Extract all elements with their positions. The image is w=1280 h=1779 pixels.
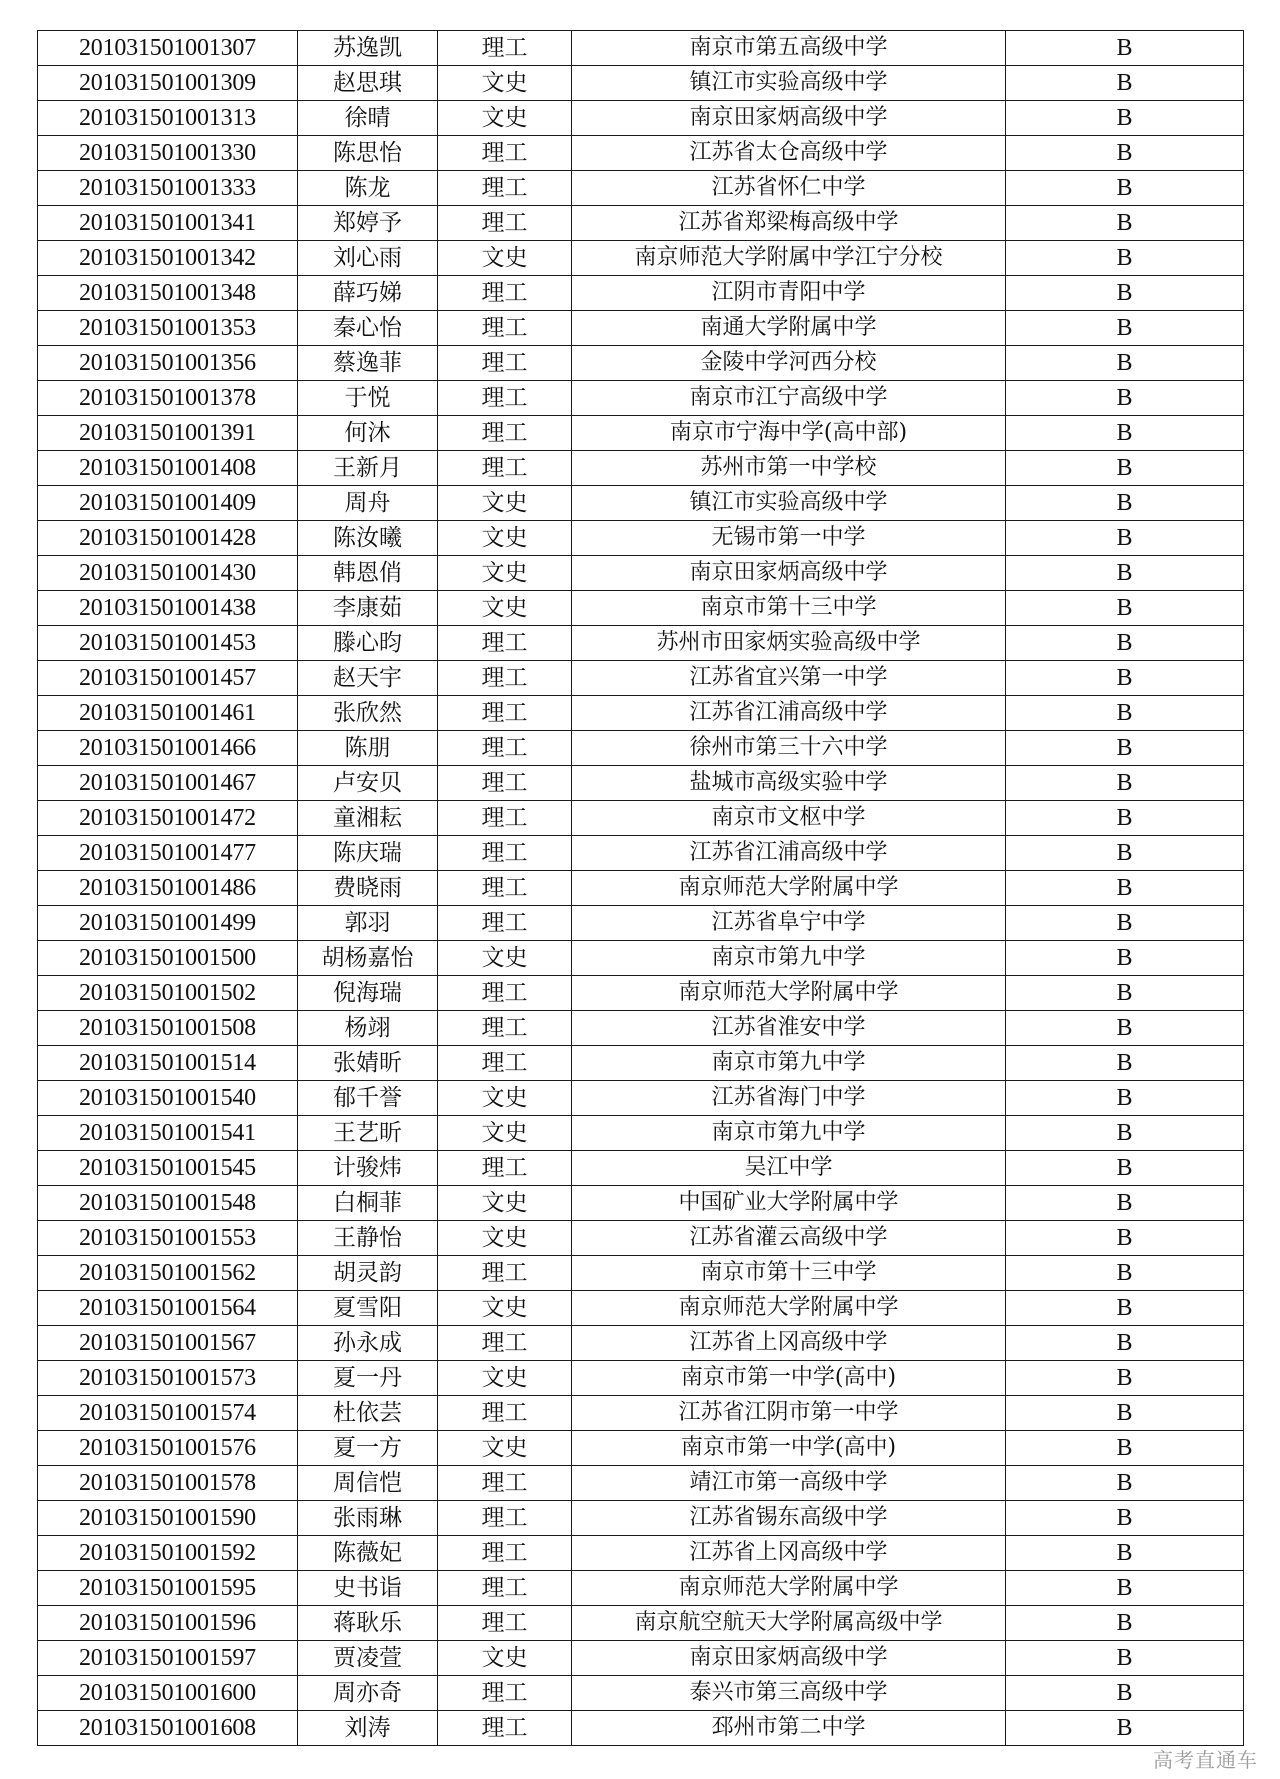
student-name-cell: 郁千誉: [298, 1081, 438, 1116]
school-cell: 徐州市第三十六中学: [572, 731, 1006, 766]
candidate-id-cell: 201031501001378: [38, 381, 298, 416]
student-name-cell: 孙永成: [298, 1326, 438, 1361]
track-cell: 文史: [438, 101, 572, 136]
grade-cell: B: [1006, 1571, 1244, 1606]
grade-cell: B: [1006, 1046, 1244, 1081]
track-cell: 理工: [438, 1046, 572, 1081]
grade-cell: B: [1006, 556, 1244, 591]
grade-cell: B: [1006, 1326, 1244, 1361]
school-cell: 南京市第九中学: [572, 1116, 1006, 1151]
candidate-id-cell: 201031501001595: [38, 1571, 298, 1606]
candidate-id-cell: 201031501001545: [38, 1151, 298, 1186]
table-row: [38, 66, 1244, 101]
candidate-id-cell: 201031501001486: [38, 871, 298, 906]
track-cell: 理工: [438, 1151, 572, 1186]
table-row: [38, 906, 1244, 941]
candidate-id-cell: 201031501001499: [38, 906, 298, 941]
track-cell: 理工: [438, 766, 572, 801]
grade-cell: B: [1006, 1466, 1244, 1501]
student-name-cell: 周舟: [298, 486, 438, 521]
grade-cell: B: [1006, 381, 1244, 416]
student-name-cell: 卢安贝: [298, 766, 438, 801]
school-cell: 江苏省阜宁中学: [572, 906, 1006, 941]
table-row: [38, 766, 1244, 801]
school-cell: 南京市第一中学(高中): [572, 1431, 1006, 1466]
candidate-id-cell: 201031501001466: [38, 731, 298, 766]
table-row: [38, 1676, 1244, 1711]
table-row: [38, 1046, 1244, 1081]
table-row: [38, 1256, 1244, 1291]
table-row: [38, 1431, 1244, 1466]
candidate-id-cell: 201031501001330: [38, 136, 298, 171]
track-cell: 理工: [438, 451, 572, 486]
grade-cell: B: [1006, 241, 1244, 276]
table-row: [38, 31, 1244, 66]
school-cell: 南京市第一中学(高中): [572, 1361, 1006, 1396]
track-cell: 理工: [438, 31, 572, 66]
track-cell: 理工: [438, 801, 572, 836]
roster-table-body: [38, 31, 1244, 1746]
grade-cell: B: [1006, 206, 1244, 241]
grade-cell: B: [1006, 1676, 1244, 1711]
track-cell: 理工: [438, 206, 572, 241]
school-cell: 南京市第九中学: [572, 1046, 1006, 1081]
table-row: [38, 136, 1244, 171]
candidate-id-cell: 201031501001461: [38, 696, 298, 731]
grade-cell: B: [1006, 626, 1244, 661]
grade-cell: B: [1006, 31, 1244, 66]
school-cell: 南京田家炳高级中学: [572, 556, 1006, 591]
grade-cell: B: [1006, 1361, 1244, 1396]
track-cell: 文史: [438, 1641, 572, 1676]
table-row: [38, 346, 1244, 381]
candidate-id-cell: 201031501001500: [38, 941, 298, 976]
school-cell: 南京市第九中学: [572, 941, 1006, 976]
school-cell: 南京师范大学附属中学江宁分校: [572, 241, 1006, 276]
candidate-id-cell: 201031501001477: [38, 836, 298, 871]
student-name-cell: 白桐菲: [298, 1186, 438, 1221]
track-cell: 理工: [438, 836, 572, 871]
table-row: [38, 696, 1244, 731]
table-row: [38, 1011, 1244, 1046]
student-name-cell: 夏一丹: [298, 1361, 438, 1396]
student-name-cell: 徐晴: [298, 101, 438, 136]
candidate-id-cell: 201031501001548: [38, 1186, 298, 1221]
grade-cell: B: [1006, 1396, 1244, 1431]
grade-cell: B: [1006, 1431, 1244, 1466]
track-cell: 理工: [438, 276, 572, 311]
student-name-cell: 刘涛: [298, 1711, 438, 1746]
candidate-id-cell: 201031501001342: [38, 241, 298, 276]
student-name-cell: 费晓雨: [298, 871, 438, 906]
student-name-cell: 赵天宇: [298, 661, 438, 696]
candidate-id-cell: 201031501001438: [38, 591, 298, 626]
table-row: [38, 311, 1244, 346]
school-cell: 南京市第十三中学: [572, 1256, 1006, 1291]
candidate-id-cell: 201031501001514: [38, 1046, 298, 1081]
table-row: [38, 381, 1244, 416]
track-cell: 文史: [438, 521, 572, 556]
table-row: [38, 1606, 1244, 1641]
candidate-id-cell: 201031501001592: [38, 1536, 298, 1571]
grade-cell: B: [1006, 696, 1244, 731]
table-row: [38, 1081, 1244, 1116]
student-name-cell: 蒋耿乐: [298, 1606, 438, 1641]
candidate-id-cell: 201031501001341: [38, 206, 298, 241]
track-cell: 文史: [438, 486, 572, 521]
track-cell: 文史: [438, 1221, 572, 1256]
student-name-cell: 胡灵韵: [298, 1256, 438, 1291]
grade-cell: B: [1006, 836, 1244, 871]
school-cell: 无锡市第一中学: [572, 521, 1006, 556]
student-name-cell: 苏逸凯: [298, 31, 438, 66]
watermark: 高考直通车: [1153, 1748, 1258, 1772]
school-cell: 江阴市青阳中学: [572, 276, 1006, 311]
grade-cell: B: [1006, 661, 1244, 696]
grade-cell: B: [1006, 731, 1244, 766]
candidate-id-cell: 201031501001564: [38, 1291, 298, 1326]
school-cell: 江苏省上冈高级中学: [572, 1536, 1006, 1571]
table-row: [38, 976, 1244, 1011]
track-cell: 理工: [438, 661, 572, 696]
student-name-cell: 陈思怡: [298, 136, 438, 171]
table-row: [38, 836, 1244, 871]
student-name-cell: 杜依芸: [298, 1396, 438, 1431]
table-row: [38, 486, 1244, 521]
grade-cell: B: [1006, 1151, 1244, 1186]
candidate-id-cell: 201031501001391: [38, 416, 298, 451]
candidate-id-cell: 201031501001309: [38, 66, 298, 101]
student-name-cell: 陈龙: [298, 171, 438, 206]
grade-cell: B: [1006, 136, 1244, 171]
grade-cell: B: [1006, 1536, 1244, 1571]
candidate-id-cell: 201031501001333: [38, 171, 298, 206]
track-cell: 理工: [438, 1711, 572, 1746]
grade-cell: B: [1006, 976, 1244, 1011]
grade-cell: B: [1006, 1116, 1244, 1151]
school-cell: 泰兴市第三高级中学: [572, 1676, 1006, 1711]
school-cell: 邳州市第二中学: [572, 1711, 1006, 1746]
student-name-cell: 郑婷予: [298, 206, 438, 241]
track-cell: 文史: [438, 556, 572, 591]
table-row: [38, 1711, 1244, 1746]
grade-cell: B: [1006, 1186, 1244, 1221]
candidate-id-cell: 201031501001573: [38, 1361, 298, 1396]
student-name-cell: 郭羽: [298, 906, 438, 941]
track-cell: 理工: [438, 1396, 572, 1431]
candidate-id-cell: 201031501001541: [38, 1116, 298, 1151]
table-row: [38, 1186, 1244, 1221]
grade-cell: B: [1006, 766, 1244, 801]
student-name-cell: 胡杨嘉怡: [298, 941, 438, 976]
table-row: [38, 661, 1244, 696]
candidate-id-cell: 201031501001472: [38, 801, 298, 836]
grade-cell: B: [1006, 171, 1244, 206]
track-cell: 理工: [438, 1256, 572, 1291]
track-cell: 理工: [438, 136, 572, 171]
grade-cell: B: [1006, 311, 1244, 346]
school-cell: 中国矿业大学附属中学: [572, 1186, 1006, 1221]
candidate-id-cell: 201031501001313: [38, 101, 298, 136]
candidate-id-cell: 201031501001508: [38, 1011, 298, 1046]
grade-cell: B: [1006, 801, 1244, 836]
student-name-cell: 周信恺: [298, 1466, 438, 1501]
track-cell: 文史: [438, 1291, 572, 1326]
student-name-cell: 赵思琪: [298, 66, 438, 101]
candidate-id-cell: 201031501001430: [38, 556, 298, 591]
track-cell: 文史: [438, 1361, 572, 1396]
school-cell: 江苏省宜兴第一中学: [572, 661, 1006, 696]
school-cell: 江苏省灌云高级中学: [572, 1221, 1006, 1256]
table-row: [38, 1291, 1244, 1326]
track-cell: 理工: [438, 1326, 572, 1361]
student-name-cell: 童湘耘: [298, 801, 438, 836]
track-cell: 理工: [438, 696, 572, 731]
grade-cell: B: [1006, 101, 1244, 136]
grade-cell: B: [1006, 1711, 1244, 1746]
school-cell: 南京市宁海中学(高中部): [572, 416, 1006, 451]
track-cell: 文史: [438, 1186, 572, 1221]
school-cell: 南京师范大学附属中学: [572, 1571, 1006, 1606]
track-cell: 文史: [438, 66, 572, 101]
student-name-cell: 滕心昀: [298, 626, 438, 661]
table-row: [38, 626, 1244, 661]
table-row: [38, 556, 1244, 591]
school-cell: 盐城市高级实验中学: [572, 766, 1006, 801]
student-name-cell: 韩恩俏: [298, 556, 438, 591]
student-name-cell: 张婧昕: [298, 1046, 438, 1081]
student-name-cell: 张欣然: [298, 696, 438, 731]
track-cell: 理工: [438, 311, 572, 346]
student-name-cell: 李康茹: [298, 591, 438, 626]
track-cell: 理工: [438, 171, 572, 206]
candidate-id-cell: 201031501001356: [38, 346, 298, 381]
track-cell: 理工: [438, 1536, 572, 1571]
grade-cell: B: [1006, 1221, 1244, 1256]
school-cell: 江苏省江浦高级中学: [572, 836, 1006, 871]
table-row: [38, 416, 1244, 451]
table-row: [38, 731, 1244, 766]
table-row: [38, 1221, 1244, 1256]
school-cell: 南京师范大学附属中学: [572, 1291, 1006, 1326]
student-name-cell: 陈朋: [298, 731, 438, 766]
school-cell: 江苏省江阴市第一中学: [572, 1396, 1006, 1431]
track-cell: 文史: [438, 591, 572, 626]
track-cell: 理工: [438, 626, 572, 661]
student-name-cell: 王艺昕: [298, 1116, 438, 1151]
student-name-cell: 陈薇妃: [298, 1536, 438, 1571]
school-cell: 南通大学附属中学: [572, 311, 1006, 346]
table-row: [38, 871, 1244, 906]
candidate-id-cell: 201031501001428: [38, 521, 298, 556]
school-cell: 镇江市实验高级中学: [572, 66, 1006, 101]
candidate-id-cell: 201031501001409: [38, 486, 298, 521]
table-row: [38, 101, 1244, 136]
grade-cell: B: [1006, 486, 1244, 521]
school-cell: 江苏省海门中学: [572, 1081, 1006, 1116]
grade-cell: B: [1006, 941, 1244, 976]
school-cell: 江苏省江浦高级中学: [572, 696, 1006, 731]
grade-cell: B: [1006, 906, 1244, 941]
track-cell: 理工: [438, 346, 572, 381]
table-row: [38, 1466, 1244, 1501]
grade-cell: B: [1006, 1501, 1244, 1536]
school-cell: 南京航空航天大学附属高级中学: [572, 1606, 1006, 1641]
candidate-id-cell: 201031501001307: [38, 31, 298, 66]
candidate-id-cell: 201031501001597: [38, 1641, 298, 1676]
candidate-id-cell: 201031501001408: [38, 451, 298, 486]
school-cell: 镇江市实验高级中学: [572, 486, 1006, 521]
grade-cell: B: [1006, 66, 1244, 101]
school-cell: 南京市江宁高级中学: [572, 381, 1006, 416]
track-cell: 理工: [438, 1676, 572, 1711]
school-cell: 苏州市第一中学校: [572, 451, 1006, 486]
track-cell: 理工: [438, 871, 572, 906]
table-row: [38, 171, 1244, 206]
candidate-id-cell: 201031501001467: [38, 766, 298, 801]
candidate-id-cell: 201031501001453: [38, 626, 298, 661]
student-name-cell: 秦心怡: [298, 311, 438, 346]
school-cell: 南京市文枢中学: [572, 801, 1006, 836]
table-row: [38, 1571, 1244, 1606]
candidate-id-cell: 201031501001567: [38, 1326, 298, 1361]
candidate-id-cell: 201031501001457: [38, 661, 298, 696]
grade-cell: B: [1006, 871, 1244, 906]
candidate-id-cell: 201031501001576: [38, 1431, 298, 1466]
track-cell: 理工: [438, 1606, 572, 1641]
candidate-id-cell: 201031501001600: [38, 1676, 298, 1711]
candidate-id-cell: 201031501001562: [38, 1256, 298, 1291]
grade-cell: B: [1006, 416, 1244, 451]
track-cell: 文史: [438, 241, 572, 276]
grade-cell: B: [1006, 346, 1244, 381]
student-name-cell: 何沐: [298, 416, 438, 451]
student-name-cell: 王新月: [298, 451, 438, 486]
table-row: [38, 1326, 1244, 1361]
school-cell: 南京田家炳高级中学: [572, 101, 1006, 136]
school-cell: 江苏省上冈高级中学: [572, 1326, 1006, 1361]
table-row: [38, 1501, 1244, 1536]
track-cell: 文史: [438, 1431, 572, 1466]
table-row: [38, 276, 1244, 311]
track-cell: 理工: [438, 731, 572, 766]
track-cell: 理工: [438, 1466, 572, 1501]
candidate-id-cell: 201031501001502: [38, 976, 298, 1011]
grade-cell: B: [1006, 521, 1244, 556]
candidate-id-cell: 201031501001574: [38, 1396, 298, 1431]
grade-cell: B: [1006, 1291, 1244, 1326]
student-name-cell: 张雨琳: [298, 1501, 438, 1536]
table-row: [38, 451, 1244, 486]
track-cell: 理工: [438, 416, 572, 451]
grade-cell: B: [1006, 591, 1244, 626]
school-cell: 江苏省太仓高级中学: [572, 136, 1006, 171]
student-name-cell: 史书诣: [298, 1571, 438, 1606]
student-name-cell: 杨翊: [298, 1011, 438, 1046]
track-cell: 理工: [438, 1501, 572, 1536]
grade-cell: B: [1006, 451, 1244, 486]
school-cell: 江苏省怀仁中学: [572, 171, 1006, 206]
school-cell: 南京师范大学附属中学: [572, 871, 1006, 906]
student-name-cell: 薛巧娣: [298, 276, 438, 311]
school-cell: 南京市第十三中学: [572, 591, 1006, 626]
school-cell: 金陵中学河西分校: [572, 346, 1006, 381]
school-cell: 江苏省郑梁梅高级中学: [572, 206, 1006, 241]
table-row: [38, 241, 1244, 276]
school-cell: 江苏省锡东高级中学: [572, 1501, 1006, 1536]
table-row: [38, 1396, 1244, 1431]
table-row: [38, 1151, 1244, 1186]
track-cell: 文史: [438, 1116, 572, 1151]
candidate-id-cell: 201031501001540: [38, 1081, 298, 1116]
candidate-id-cell: 201031501001608: [38, 1711, 298, 1746]
track-cell: 文史: [438, 941, 572, 976]
candidate-id-cell: 201031501001590: [38, 1501, 298, 1536]
candidate-id-cell: 201031501001553: [38, 1221, 298, 1256]
student-name-cell: 刘心雨: [298, 241, 438, 276]
table-row: [38, 206, 1244, 241]
track-cell: 理工: [438, 976, 572, 1011]
table-row: [38, 1536, 1244, 1571]
table-row: [38, 1361, 1244, 1396]
school-cell: 靖江市第一高级中学: [572, 1466, 1006, 1501]
student-name-cell: 倪海瑞: [298, 976, 438, 1011]
table-row: [38, 1641, 1244, 1676]
table-row: [38, 521, 1244, 556]
student-name-cell: 陈庆瑞: [298, 836, 438, 871]
grade-cell: B: [1006, 276, 1244, 311]
student-name-cell: 王静怡: [298, 1221, 438, 1256]
grade-cell: B: [1006, 1011, 1244, 1046]
student-name-cell: 于悦: [298, 381, 438, 416]
school-cell: 苏州市田家炳实验高级中学: [572, 626, 1006, 661]
candidate-id-cell: 201031501001578: [38, 1466, 298, 1501]
grade-cell: B: [1006, 1606, 1244, 1641]
student-name-cell: 陈汝曦: [298, 521, 438, 556]
school-cell: 南京市第五高级中学: [572, 31, 1006, 66]
school-cell: 南京师范大学附属中学: [572, 976, 1006, 1011]
school-cell: 吴江中学: [572, 1151, 1006, 1186]
student-name-cell: 夏一方: [298, 1431, 438, 1466]
track-cell: 理工: [438, 1571, 572, 1606]
grade-cell: B: [1006, 1641, 1244, 1676]
student-name-cell: 周亦奇: [298, 1676, 438, 1711]
table-row: [38, 801, 1244, 836]
school-cell: 江苏省淮安中学: [572, 1011, 1006, 1046]
table-row: [38, 591, 1244, 626]
student-name-cell: 计骏炜: [298, 1151, 438, 1186]
track-cell: 理工: [438, 381, 572, 416]
student-name-cell: 夏雪阳: [298, 1291, 438, 1326]
table-row: [38, 941, 1244, 976]
candidate-id-cell: 201031501001353: [38, 311, 298, 346]
grade-cell: B: [1006, 1256, 1244, 1291]
track-cell: 理工: [438, 906, 572, 941]
school-cell: 南京田家炳高级中学: [572, 1641, 1006, 1676]
table-row: [38, 1116, 1244, 1151]
roster-table: [37, 30, 1244, 1746]
candidate-id-cell: 201031501001596: [38, 1606, 298, 1641]
candidate-id-cell: 201031501001348: [38, 276, 298, 311]
grade-cell: B: [1006, 1081, 1244, 1116]
track-cell: 文史: [438, 1081, 572, 1116]
track-cell: 理工: [438, 1011, 572, 1046]
roster-sheet: [37, 30, 1243, 1746]
student-name-cell: 蔡逸菲: [298, 346, 438, 381]
student-name-cell: 贾凌萱: [298, 1641, 438, 1676]
